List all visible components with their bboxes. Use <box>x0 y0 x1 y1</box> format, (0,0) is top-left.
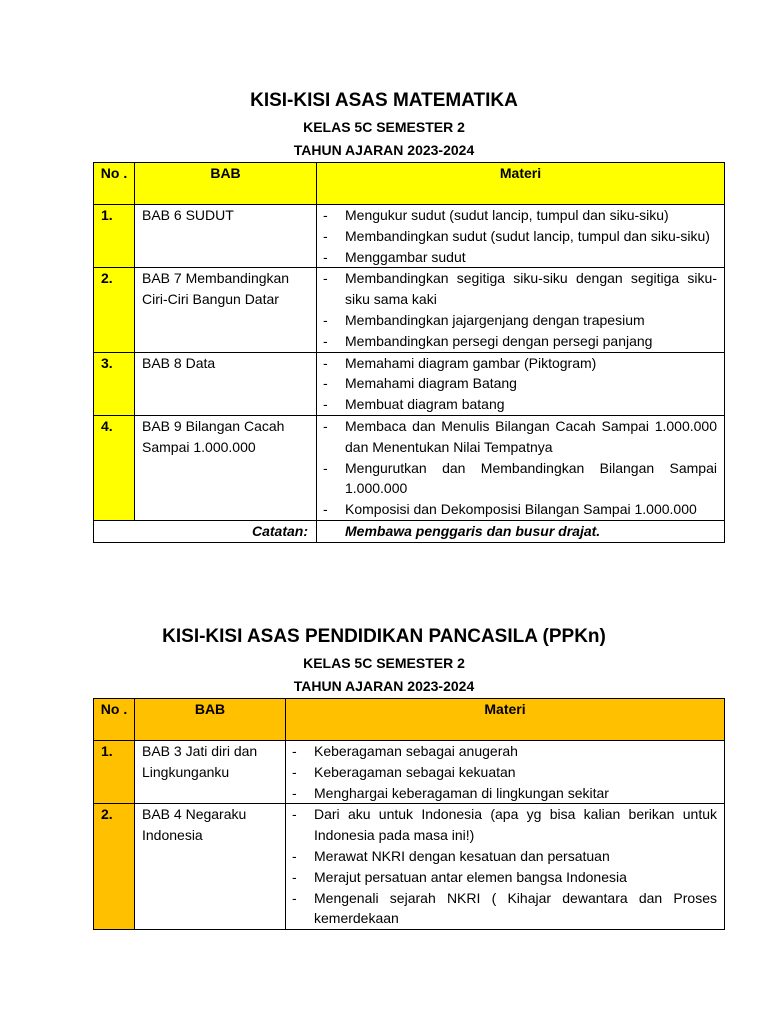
materi-item: - Membandingkan jajargenjang dengan trapesium <box>317 310 724 331</box>
materi-item: - Dari aku untuk Indonesia (apa yg bisa kalian berikan untuk Indonesia pada masa ini!) <box>286 804 724 846</box>
materi-item: - Merawat NKRI dengan kesatuan dan persatuan <box>286 846 724 867</box>
ppkn-table <box>93 698 725 930</box>
row-materi <box>286 741 725 804</box>
note-label: Catatan: <box>94 520 317 542</box>
table-row <box>94 205 725 268</box>
row-bab: BAB 8 Data <box>135 352 317 415</box>
ppkn-class-semester: KELAS 5C SEMESTER 2 <box>303 655 465 671</box>
materi-item: - Menghargai keberagaman di lingkungan sekitar <box>286 783 724 804</box>
header-materi: Materi <box>317 163 725 205</box>
table-row <box>94 741 725 804</box>
header-materi: Materi <box>286 699 725 741</box>
math-header-row <box>94 163 725 205</box>
materi-item: - Membaca dan Menulis Bilangan Cacah Sampai 1.000.000 dan Menentukan Nilai Tempatnya <box>317 416 724 458</box>
header-bab: BAB <box>135 699 286 741</box>
header-no: No . <box>94 163 135 205</box>
materi-item: - Komposisi dan Dekomposisi Bilangan Sampai 1.000.000 <box>317 499 724 520</box>
row-bab: BAB 6 SUDUT <box>135 205 317 268</box>
row-number: 1. <box>94 205 135 268</box>
materi-item: - Menggambar sudut <box>317 247 724 268</box>
ppkn-school-year: TAHUN AJARAN 2023-2024 <box>293 678 475 694</box>
materi-item: - Merajut persatuan antar elemen bangsa Indonesia <box>286 867 724 888</box>
materi-item: - Membandingkan segitiga siku-siku dengan segitiga siku-siku sama kaki <box>317 268 724 310</box>
row-bab: BAB 3 Jati diri dan Lingkunganku <box>135 741 286 804</box>
table-row <box>94 415 725 520</box>
note-text: Membawa penggaris dan busur drajat. <box>317 520 725 542</box>
materi-item: - Mengurutkan dan Membandingkan Bilangan Sampai 1.000.000 <box>317 458 724 500</box>
row-materi <box>317 205 725 268</box>
table-row <box>94 352 725 415</box>
row-number: 4. <box>94 415 135 520</box>
materi-item: - Mengukur sudut (sudut lancip, tumpul dan siku-siku) <box>317 205 724 226</box>
materi-item: - Memahami diagram gambar (Piktogram) <box>317 353 724 374</box>
materi-item: - Keberagaman sebagai kekuatan <box>286 762 724 783</box>
row-materi <box>317 415 725 520</box>
note-row <box>94 520 725 542</box>
materi-item: - Keberagaman sebagai anugerah <box>286 741 724 762</box>
ppkn-header-row <box>94 699 725 741</box>
math-table <box>93 162 725 543</box>
table-row <box>94 804 725 930</box>
row-number: 3. <box>94 352 135 415</box>
math-title: KISI-KISI ASAS MATEMATIKA <box>250 90 518 111</box>
ppkn-title: KISI-KISI ASAS PENDIDIKAN PANCASILA (PPKn) <box>162 626 606 647</box>
table-row <box>94 268 725 352</box>
row-number: 2. <box>94 804 135 930</box>
materi-item: - Mengenali sejarah NKRI ( Kihajar dewantara dan Proses kemerdekaan <box>286 888 724 930</box>
materi-item: - Membandingkan sudut (sudut lancip, tumpul dan siku-siku) <box>317 226 724 247</box>
materi-item: - Membandingkan persegi dengan persegi panjang <box>317 331 724 352</box>
math-class-semester: KELAS 5C SEMESTER 2 <box>303 119 465 135</box>
row-materi <box>317 352 725 415</box>
materi-item: - Membuat diagram batang <box>317 394 724 415</box>
row-materi <box>286 804 725 930</box>
row-bab: BAB 7 Membandingkan Ciri-Ciri Bangun Datar <box>135 268 317 352</box>
row-materi <box>317 268 725 352</box>
row-bab: BAB 4 Negaraku Indonesia <box>135 804 286 930</box>
math-school-year: TAHUN AJARAN 2023-2024 <box>293 142 475 158</box>
row-bab: BAB 9 Bilangan Cacah Sampai 1.000.000 <box>135 415 317 520</box>
row-number: 2. <box>94 268 135 352</box>
row-number: 1. <box>94 741 135 804</box>
materi-item: - Memahami diagram Batang <box>317 373 724 394</box>
header-bab: BAB <box>135 163 317 205</box>
header-no: No . <box>94 699 135 741</box>
